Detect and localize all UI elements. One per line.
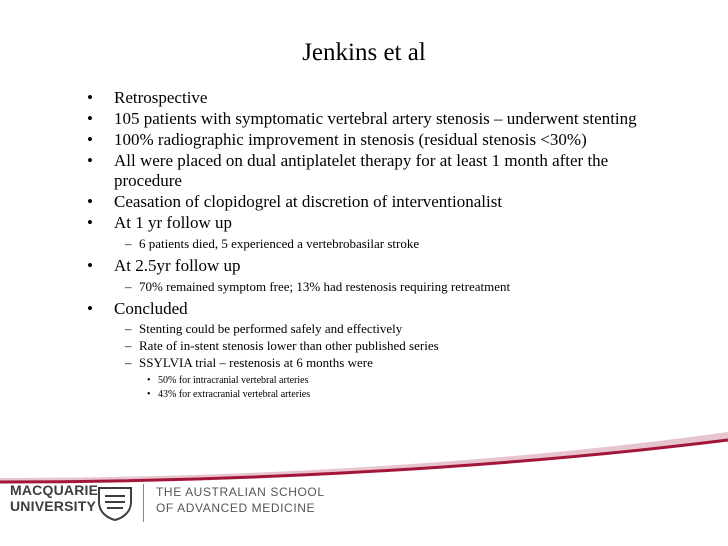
bullet-icon: • — [87, 192, 93, 211]
bullet-item — [87, 130, 707, 150]
bullet-text: Ceasation of clopidogrel at discretion of interventionalist — [114, 192, 503, 211]
school-name-line1: THE AUSTRALIAN SCHOOL — [156, 485, 325, 499]
bullet-text: At 2.5yr follow up — [114, 256, 241, 275]
sub-bullet-item — [87, 354, 707, 371]
footer — [0, 474, 728, 546]
bullet-item — [87, 192, 707, 212]
bullet-icon: • — [147, 389, 151, 400]
bullet-icon: • — [87, 151, 93, 170]
bullet-text: At 1 yr follow up — [114, 213, 233, 232]
bullet-text: Concluded — [114, 299, 188, 318]
bullet-item — [87, 88, 707, 108]
sub-sub-bullet-item — [87, 388, 707, 402]
sub-sub-bullet-item — [87, 374, 707, 388]
bullet-icon: • — [147, 375, 151, 386]
dash-icon: – — [125, 236, 132, 251]
bullet-icon: • — [87, 109, 93, 128]
dash-icon: – — [125, 355, 132, 370]
bullet-text: Retrospective — [114, 88, 208, 107]
bullet-item — [87, 109, 707, 129]
sub-bullet-text: Stenting could be performed safely and effectively — [139, 321, 403, 336]
sub-sub-bullet-text: 43% for extracranial vertebral arteries — [158, 389, 311, 400]
bullet-item — [87, 151, 707, 191]
sub-bullet-item — [87, 235, 707, 252]
school-name — [156, 484, 325, 516]
bullet-text: All were placed on dual antiplatelet therapy for at least 1 month after the — [114, 151, 609, 170]
sub-bullet-item — [87, 278, 707, 295]
bullet-icon: • — [87, 130, 93, 149]
bullet-icon: • — [87, 299, 93, 318]
bullet-item — [87, 299, 707, 319]
university-name-line2: UNIVERSITY — [10, 498, 97, 514]
university-name-line1: MACQUARIE — [10, 482, 99, 498]
school-name-line2: OF ADVANCED MEDICINE — [156, 501, 316, 515]
dash-icon: – — [125, 321, 132, 336]
sub-bullet-text: 70% remained symptom free; 13% had restenosis requiring retreatment — [139, 279, 511, 294]
bullet-text: 105 patients with symptomatic vertebral artery stenosis – underwent stenting — [114, 109, 637, 128]
bullet-icon: • — [87, 256, 93, 275]
sub-bullet-text: 6 patients died, 5 experienced a vertebrobasilar stroke — [139, 236, 420, 251]
dash-icon: – — [125, 279, 132, 294]
sub-bullet-item — [87, 337, 707, 354]
slide-body — [87, 88, 707, 402]
sub-bullet-item — [87, 320, 707, 337]
bullet-item — [87, 213, 707, 233]
bullet-item — [87, 256, 707, 276]
slide-title: Jenkins et al — [302, 39, 426, 66]
university-crest-icon — [95, 482, 135, 522]
sub-bullet-text: Rate of in-stent stenosis lower than other published series — [139, 338, 439, 353]
sub-bullet-text: SSYLVIA trial – restenosis at 6 months were — [139, 355, 373, 370]
bullet-text: 100% radiographic improvement in stenosis (residual stenosis <30%) — [114, 130, 587, 149]
bullet-text-continued: procedure — [114, 171, 182, 190]
footer-divider — [143, 484, 144, 522]
sub-sub-bullet-text: 50% for intracranial vertebral arteries — [158, 375, 309, 386]
dash-icon: – — [125, 338, 132, 353]
bullet-icon: • — [87, 88, 93, 107]
bullet-icon: • — [87, 213, 93, 232]
university-logo-text — [10, 482, 98, 514]
